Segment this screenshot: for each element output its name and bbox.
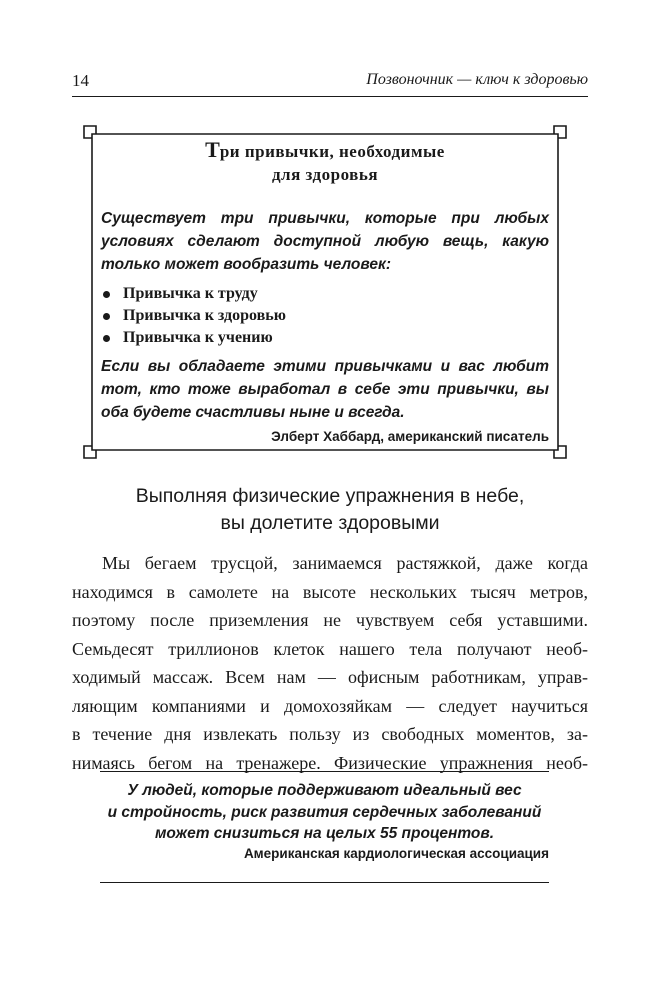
body-line: Семьдесят триллионов клеток нашего тела получают необ- [72, 638, 588, 659]
body-line: Мы бегаем трусцой, занимаемся растяжкой, даже когда [102, 553, 588, 573]
section-heading [72, 483, 588, 537]
sidebar-closing-quote: Если вы обладаете этими привычками и вас любит тот, кто тоже выработал в себе эти привычки, вы оба будете счастливы ныне и всегда. [101, 358, 549, 421]
running-header [72, 71, 588, 93]
sidebar-title-initial: Т [205, 137, 220, 162]
sidebar-attribution: Элберт Хаббард, американский писатель [271, 429, 549, 444]
callout-rule-bottom [100, 882, 549, 883]
body-line: в течение дня извлекать пользу из свободных моментов, за- [72, 724, 588, 744]
callout-rule-top [100, 771, 549, 772]
body-paragraph [72, 549, 588, 777]
sidebar-quote: Существует три привычки, которые при любых условиях сделают доступной любую вещь, какую только может вообразить человек: [101, 210, 549, 273]
list-item: Привычка к здоровью [101, 305, 549, 327]
list-item: Привычка к учению [101, 327, 549, 349]
list-item: Привычка к труду [101, 283, 549, 305]
body-line: поэтому после приземления не чувствуем себя уставшими. [72, 610, 588, 630]
sidebar-box [78, 120, 572, 464]
sidebar-title-rest: ри привычки, необходимые [219, 142, 445, 161]
body-line: нимаясь бегом на тренажере. Физические упражнения необ- [72, 752, 588, 773]
habits-list [101, 283, 549, 349]
sidebar-subtitle: для здоровья [271, 165, 379, 184]
body-line: ляющим компаниями и домохозяйкам — следует научиться [72, 695, 588, 716]
callout-quote-line: и стройность, риск развития сердечных заболеваний [107, 803, 542, 821]
callout-quote [100, 780, 549, 845]
running-title: Позвоночник — ключ к здоровью [366, 71, 588, 88]
callout-quote-line: может снизиться на целых 55 процентов. [154, 825, 495, 842]
section-heading-line: Выполняя физические упражнения в небе, [135, 485, 525, 507]
body-line: ходимый массаж. Всем нам — офисным работникам, управ- [72, 667, 588, 687]
bullet-icon [103, 313, 110, 320]
callout-quote-line: У людей, которые поддерживают идеальный вес [127, 782, 522, 799]
header-rule [72, 96, 588, 97]
section-heading-line: вы долетите здоровыми [220, 512, 440, 534]
bullet-icon [103, 291, 110, 298]
body-line: находимся в самолете на высоте нескольких тысяч метров, [72, 581, 588, 602]
callout-attribution: Американская кардиологическая ассоциация [243, 846, 549, 861]
bullet-icon [103, 335, 110, 342]
page-number: 14 [72, 71, 89, 90]
sidebar-title [78, 137, 572, 165]
